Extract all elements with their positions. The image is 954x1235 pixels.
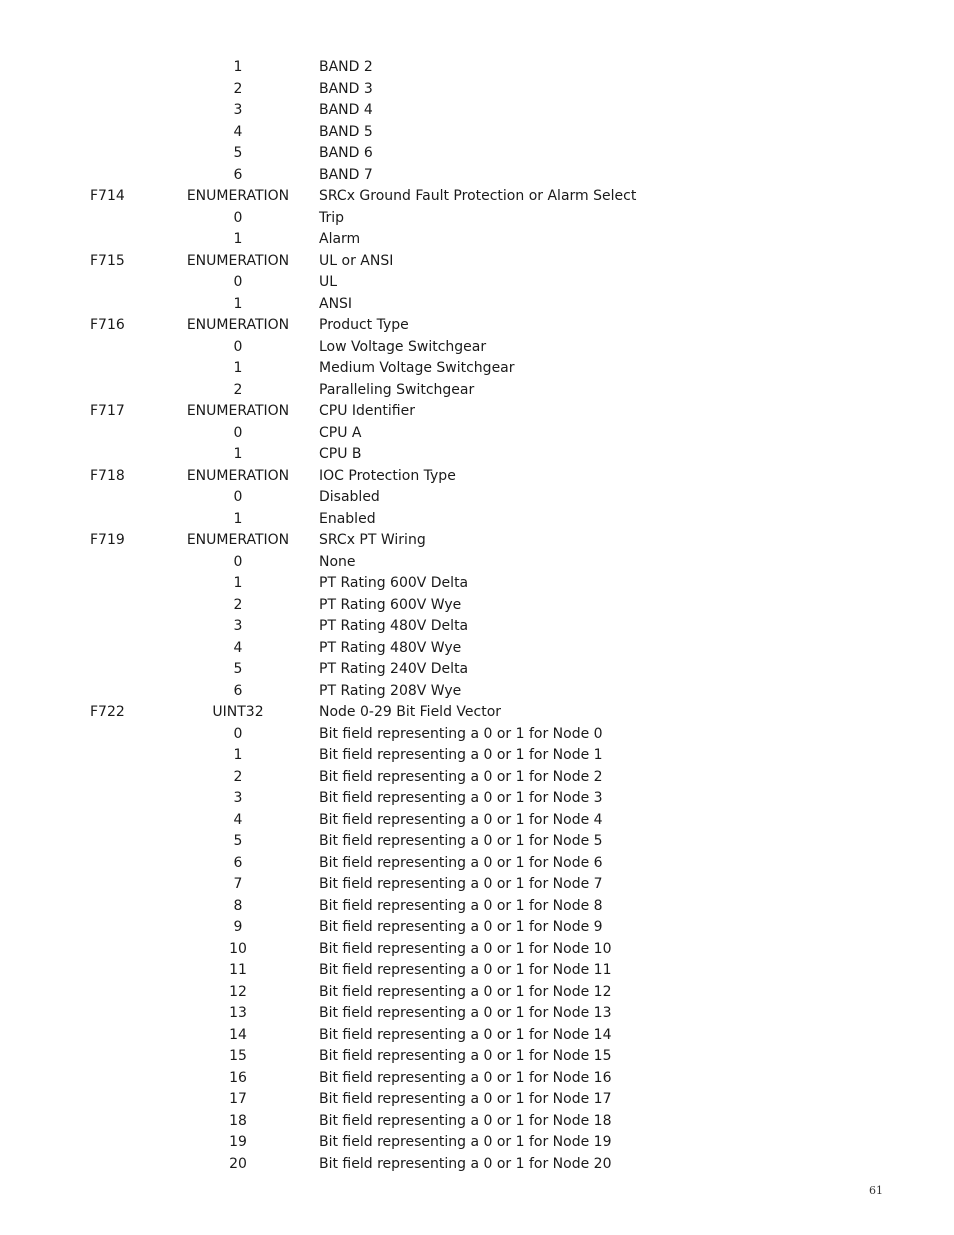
table-row (0, 423, 954, 445)
value-cell: 5 (233, 833, 243, 849)
value-cell: 20 (229, 1155, 247, 1172)
table-row (0, 1025, 954, 1047)
table-row (0, 401, 954, 423)
format-code-cell: F715 (90, 252, 125, 269)
value-cell: ENUMERATION (186, 188, 290, 204)
table-row (0, 294, 954, 316)
value-cell: 15 (229, 1048, 247, 1064)
value-cell: 1 (233, 747, 243, 763)
format-code-cell: F718 (90, 467, 125, 484)
value-cell: 6 (233, 854, 243, 871)
table-row (0, 337, 954, 359)
description-cell: Alarm (319, 231, 361, 247)
value-cell: 7 (233, 876, 243, 892)
description-cell: Bit field representing a 0 or 1 for Node 13 (319, 1005, 612, 1021)
table-row (0, 745, 954, 767)
description-cell: Enabled (319, 510, 376, 527)
description-cell: Bit field representing a 0 or 1 for Node 8 (319, 897, 603, 914)
table-row (0, 810, 954, 832)
table-row (0, 122, 954, 144)
value-cell: 0 (233, 274, 243, 290)
table-row (0, 79, 954, 101)
description-cell: PT Rating 208V Wye (319, 682, 462, 699)
description-cell: Bit field representing a 0 or 1 for Node 4 (319, 811, 603, 828)
description-cell: Trip (319, 209, 345, 226)
value-cell: 19 (229, 1134, 247, 1150)
value-cell: 1 (233, 446, 243, 462)
table-row (0, 208, 954, 230)
table-row (0, 681, 954, 703)
value-cell: 5 (233, 661, 243, 677)
value-cell: 3 (233, 102, 243, 118)
description-cell: BAND 5 (319, 123, 373, 140)
table-row (0, 1068, 954, 1090)
description-cell: ANSI (319, 295, 353, 312)
table-row (0, 1154, 954, 1176)
table-row (0, 358, 954, 380)
table-row (0, 229, 954, 251)
description-cell: Bit field representing a 0 or 1 for Node 12 (319, 983, 612, 1000)
format-code-cell: F719 (90, 532, 125, 548)
description-cell: Bit field representing a 0 or 1 for Node 1 (319, 747, 603, 763)
description-cell: BAND 3 (319, 80, 373, 97)
description-cell: Bit field representing a 0 or 1 for Node 10 (319, 940, 612, 957)
table-row (0, 1111, 954, 1133)
value-cell: ENUMERATION (186, 252, 290, 269)
table-row (0, 702, 954, 724)
table-row (0, 1046, 954, 1068)
table-row (0, 251, 954, 273)
table-row (0, 57, 954, 79)
table-row (0, 853, 954, 875)
table-row (0, 186, 954, 208)
description-cell: BAND 2 (319, 59, 373, 75)
description-cell: Bit field representing a 0 or 1 for Node 17 (319, 1091, 612, 1107)
table-row (0, 788, 954, 810)
value-cell: 17 (229, 1091, 247, 1107)
format-code-cell: F722 (90, 704, 125, 720)
value-cell: 2 (233, 596, 243, 613)
value-cell: 1 (233, 295, 243, 312)
table-row (0, 466, 954, 488)
description-cell: CPU B (319, 446, 362, 462)
table-row (0, 896, 954, 918)
table-row (0, 767, 954, 789)
description-cell: Product Type (319, 317, 409, 333)
value-cell: 2 (233, 768, 243, 785)
table-row (0, 315, 954, 337)
value-cell: ENUMERATION (186, 317, 290, 333)
description-cell: Low Voltage Switchgear (319, 338, 487, 355)
description-cell: Bit field representing a 0 or 1 for Node 16 (319, 1069, 612, 1086)
description-cell: SRCx Ground Fault Protection or Alarm Select (319, 188, 637, 204)
value-cell: 3 (233, 618, 243, 634)
description-cell: PT Rating 480V Delta (319, 618, 469, 634)
value-cell: ENUMERATION (186, 467, 290, 484)
value-cell: 0 (233, 338, 243, 355)
description-cell: Bit field representing a 0 or 1 for Node 18 (319, 1112, 612, 1129)
table-row (0, 1003, 954, 1025)
table-row (0, 831, 954, 853)
value-cell: ENUMERATION (186, 403, 290, 419)
table-row (0, 509, 954, 531)
description-cell: IOC Protection Type (319, 467, 456, 484)
description-cell: Bit field representing a 0 or 1 for Node 3 (319, 790, 603, 806)
value-cell: 4 (233, 811, 243, 828)
value-cell: 11 (229, 962, 247, 978)
value-cell: 0 (233, 725, 243, 742)
table-row (0, 724, 954, 746)
description-cell: Bit field representing a 0 or 1 for Node 15 (319, 1048, 612, 1064)
table-row (0, 616, 954, 638)
value-cell: 5 (233, 145, 243, 161)
description-cell: None (319, 553, 356, 570)
value-cell: 0 (233, 209, 243, 226)
description-cell: Bit field representing a 0 or 1 for Node 19 (319, 1134, 612, 1150)
description-cell: Bit field representing a 0 or 1 for Node 6 (319, 854, 603, 871)
description-cell: SRCx PT Wiring (319, 532, 426, 548)
description-cell: Bit field representing a 0 or 1 for Node 2 (319, 768, 603, 785)
value-cell: 14 (229, 1026, 247, 1043)
value-cell: 1 (233, 360, 243, 376)
value-cell: 8 (233, 897, 243, 914)
value-cell: ENUMERATION (186, 532, 290, 548)
value-cell: 18 (229, 1112, 247, 1129)
description-cell: BAND 7 (319, 166, 373, 183)
value-cell: 6 (233, 166, 243, 183)
value-cell: 4 (233, 639, 243, 656)
description-cell: Bit field representing a 0 or 1 for Node 14 (319, 1026, 612, 1043)
value-cell: 12 (229, 983, 247, 1000)
description-cell: CPU A (319, 424, 362, 441)
description-cell: Bit field representing a 0 or 1 for Node 0 (319, 725, 603, 742)
table-row (0, 659, 954, 681)
description-cell: BAND 4 (319, 102, 373, 118)
description-cell: Bit field representing a 0 or 1 for Node 9 (319, 919, 603, 935)
description-cell: PT Rating 240V Delta (319, 661, 469, 677)
description-cell: PT Rating 600V Wye (319, 596, 462, 613)
description-cell: Disabled (319, 489, 380, 505)
page-number: 61 (869, 1184, 883, 1197)
value-cell: 1 (233, 59, 243, 75)
value-cell: UINT32 (212, 704, 264, 720)
table-row (0, 380, 954, 402)
table-row (0, 939, 954, 961)
format-code-cell: F716 (90, 317, 125, 333)
description-cell: PT Rating 480V Wye (319, 639, 462, 656)
table-row (0, 960, 954, 982)
value-cell: 2 (233, 80, 243, 97)
table-row (0, 595, 954, 617)
table-row (0, 272, 954, 294)
value-cell: 9 (233, 919, 243, 935)
table-row (0, 487, 954, 509)
table-row (0, 573, 954, 595)
table-row (0, 982, 954, 1004)
table-row (0, 552, 954, 574)
description-cell: Bit field representing a 0 or 1 for Node 5 (319, 833, 603, 849)
table-row (0, 917, 954, 939)
description-cell: CPU Identifier (319, 403, 415, 419)
value-cell: 0 (233, 553, 243, 570)
table-row (0, 143, 954, 165)
value-cell: 2 (233, 381, 243, 398)
description-cell: Bit field representing a 0 or 1 for Node 20 (319, 1155, 612, 1172)
table-row (0, 444, 954, 466)
value-cell: 0 (233, 489, 243, 505)
value-cell: 6 (233, 682, 243, 699)
description-cell: Paralleling Switchgear (319, 381, 475, 398)
description-cell: Medium Voltage Switchgear (319, 360, 515, 376)
value-cell: 0 (233, 424, 243, 441)
table-row (0, 530, 954, 552)
description-cell: Node 0-29 Bit Field Vector (319, 704, 502, 720)
table-row (0, 638, 954, 660)
value-cell: 10 (229, 940, 247, 957)
value-cell: 16 (229, 1069, 247, 1086)
value-cell: 3 (233, 790, 243, 806)
value-cell: 1 (233, 231, 243, 247)
description-cell: Bit field representing a 0 or 1 for Node 7 (319, 876, 603, 892)
description-cell: UL (319, 274, 338, 290)
description-cell: Bit field representing a 0 or 1 for Node 11 (319, 962, 612, 978)
description-cell: BAND 6 (319, 145, 373, 161)
format-code-cell: F714 (90, 188, 125, 204)
description-cell: UL or ANSI (319, 252, 394, 269)
value-cell: 13 (229, 1005, 247, 1021)
value-cell: 1 (233, 575, 243, 591)
table-row (0, 1089, 954, 1111)
description-cell: PT Rating 600V Delta (319, 575, 469, 591)
table-row (0, 165, 954, 187)
table-row (0, 874, 954, 896)
value-cell: 4 (233, 123, 243, 140)
table-row (0, 100, 954, 122)
table-row (0, 1132, 954, 1154)
value-cell: 1 (233, 510, 243, 527)
format-code-table (0, 57, 954, 1175)
format-code-cell: F717 (90, 403, 125, 419)
